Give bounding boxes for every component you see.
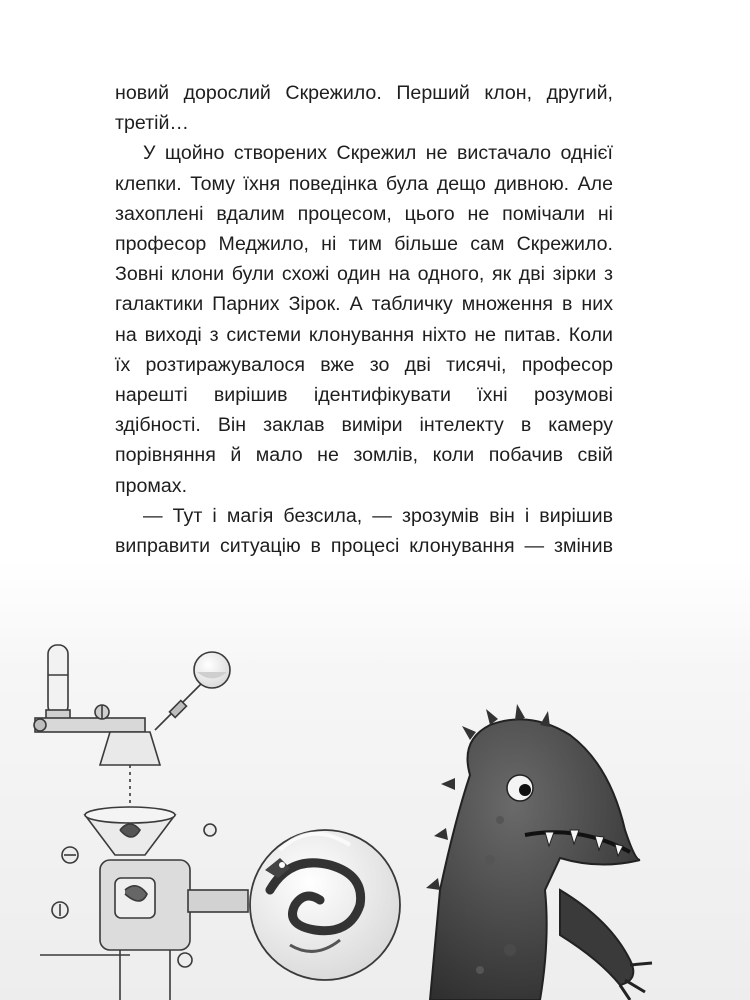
paragraph-1: новий дорослий Скрежило. Перший клон, другий, третій… (115, 82, 613, 135)
clone-sphere (250, 830, 400, 980)
cloning-illustration (0, 560, 750, 1000)
paragraph-3: — Тут і магія безсила, — зрозумів він і вирішив виправити ситуацію в процесі клонування — змінив (115, 504, 613, 558)
paragraph-2: У щойно створених Скрежил не вистачало однієї клепки. Тому їхня поведінка була дещо дивною. Але захоплені вдалим процесом, цього не помічали ні професор Меджило, ні тим більше сам Скрежило. Зовні клони були схожі один на одного, як дві зірки з галактики Парних Зірок. А табличку множення в них на виході з системи клонування ніхто не питав. Коли їх розтиражувалося вже зо дві тисячі, професор нарешті вирішив ідентифікувати їхні розумові здібності. Він заклав виміри інтелекту в камеру порівняння й мало не зомлів, коли побачив свій промах. (115, 142, 613, 497)
